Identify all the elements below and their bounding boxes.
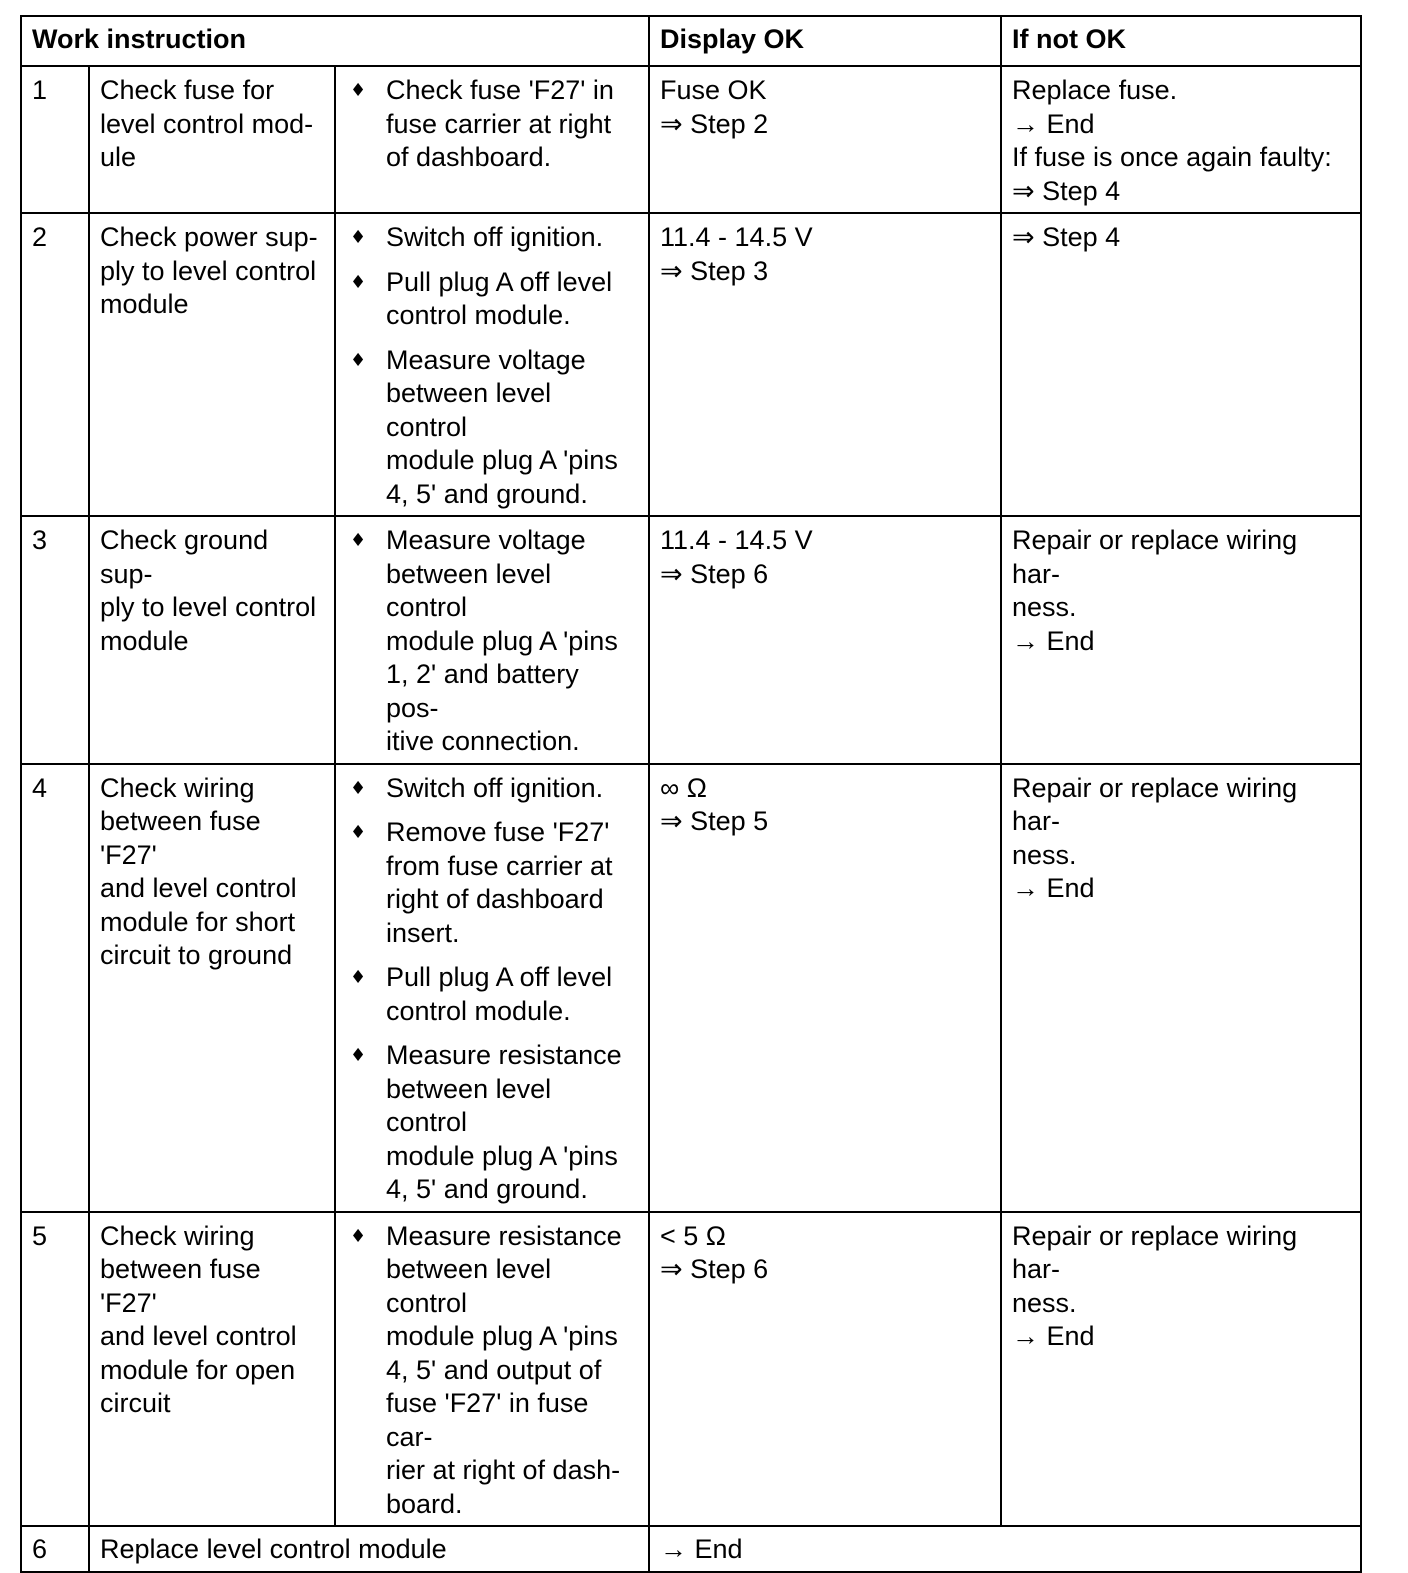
if-not-ok-value: ⇒ Step 4 [1001,213,1361,516]
table-row [21,516,1361,764]
action-text: Check fuse 'F27' in fuse carrier at right of dashboard. [386,75,614,172]
action-text: Remove fuse 'F27' from fuse carrier at right of dashboard insert. [386,817,613,948]
bullet-diamond-icon: ♦ [350,1225,367,1247]
task-description: Check wiring between fuse 'F27' and level control module for short circuit to ground [89,764,335,1212]
if-not-ok-value: Replace fuse. → End If fuse is once again faulty: ⇒ Step 4 [1001,66,1361,213]
table-row [21,764,1361,1212]
table-row-final [21,1526,1361,1572]
header-if-not-ok: If not OK [1001,16,1361,66]
action-text: Pull plug A off level control module. [386,962,613,1026]
step-number: 1 [21,66,89,213]
action-text: Measure resistance between level control module plug A 'pins 4, 5' and ground. [386,1040,622,1204]
bullet-diamond-icon: ♦ [350,777,367,799]
action-item [346,221,638,255]
final-result: → End [649,1526,1361,1572]
action-item [346,1039,638,1207]
action-list-cell [335,764,649,1212]
header-row [21,16,1361,66]
table-row [21,1212,1361,1527]
action-list [346,524,638,759]
action-list [346,74,638,175]
action-text: Switch off ignition. [386,772,604,803]
action-item [346,266,638,333]
bullet-diamond-icon: ♦ [350,349,367,371]
header-display-ok: Display OK [649,16,1001,66]
action-item [346,1220,638,1522]
action-list-cell [335,1212,649,1527]
action-list [346,221,638,511]
display-ok-value: Fuse OK ⇒ Step 2 [649,66,1001,213]
action-list-cell [335,66,649,213]
action-text: Pull plug A off level control module. [386,266,613,330]
action-item [346,344,638,512]
step-number: 4 [21,764,89,1212]
bullet-diamond-icon: ♦ [350,227,367,248]
action-list-cell [335,213,649,516]
display-ok-value: < 5 Ω ⇒ Step 6 [649,1212,1001,1527]
work-instruction-table [20,15,1362,1573]
bullet-diamond-icon: ♦ [350,530,367,551]
task-description: Check wiring between fuse 'F27' and level control module for open circuit [89,1212,335,1527]
action-text: Measure voltage between level control module plug A 'pins 1, 2' and battery pos- itive connection. [386,525,618,756]
action-item [346,74,638,175]
display-ok-value: 11.4 - 14.5 V ⇒ Step 3 [649,213,1001,516]
header-work-instruction: Work instruction [21,16,649,66]
task-description: Replace level control module [89,1526,649,1572]
if-not-ok-value: Repair or replace wiring har- ness. → End [1001,516,1361,764]
action-text: Measure voltage between level control module plug A 'pins 4, 5' and ground. [386,344,618,509]
display-ok-value: ∞ Ω ⇒ Step 5 [649,764,1001,1212]
bullet-diamond-icon: ♦ [350,80,367,101]
action-list [346,772,638,1207]
step-number: 3 [21,516,89,764]
bullet-diamond-icon: ♦ [350,967,367,988]
step-number: 5 [21,1212,89,1527]
if-not-ok-value: Repair or replace wiring har- ness. → End [1001,764,1361,1212]
action-text: Switch off ignition. [386,222,604,252]
task-description: Check ground sup- ply to level control module [89,516,335,764]
if-not-ok-value: Repair or replace wiring har- ness. → End [1001,1212,1361,1527]
bullet-diamond-icon: ♦ [350,1045,367,1066]
action-item [346,816,638,950]
bullet-diamond-icon: ♦ [350,822,367,843]
task-description: Check fuse for level control mod- ule [89,66,335,213]
action-item [346,524,638,759]
action-item [346,772,638,806]
step-number: 6 [21,1526,89,1572]
display-ok-value: 11.4 - 14.5 V ⇒ Step 6 [649,516,1001,764]
step-number: 2 [21,213,89,516]
action-list [346,1220,638,1522]
action-text: Measure resistance between level control module plug A 'pins 4, 5' and output of fuse 'F27' in fuse car- rier at right of dash- board. [386,1220,622,1519]
table-row [21,66,1361,213]
bullet-diamond-icon: ♦ [350,271,367,293]
task-description: Check power sup- ply to level control module [89,213,335,516]
action-list-cell [335,516,649,764]
action-item [346,961,638,1028]
table-row [21,213,1361,516]
